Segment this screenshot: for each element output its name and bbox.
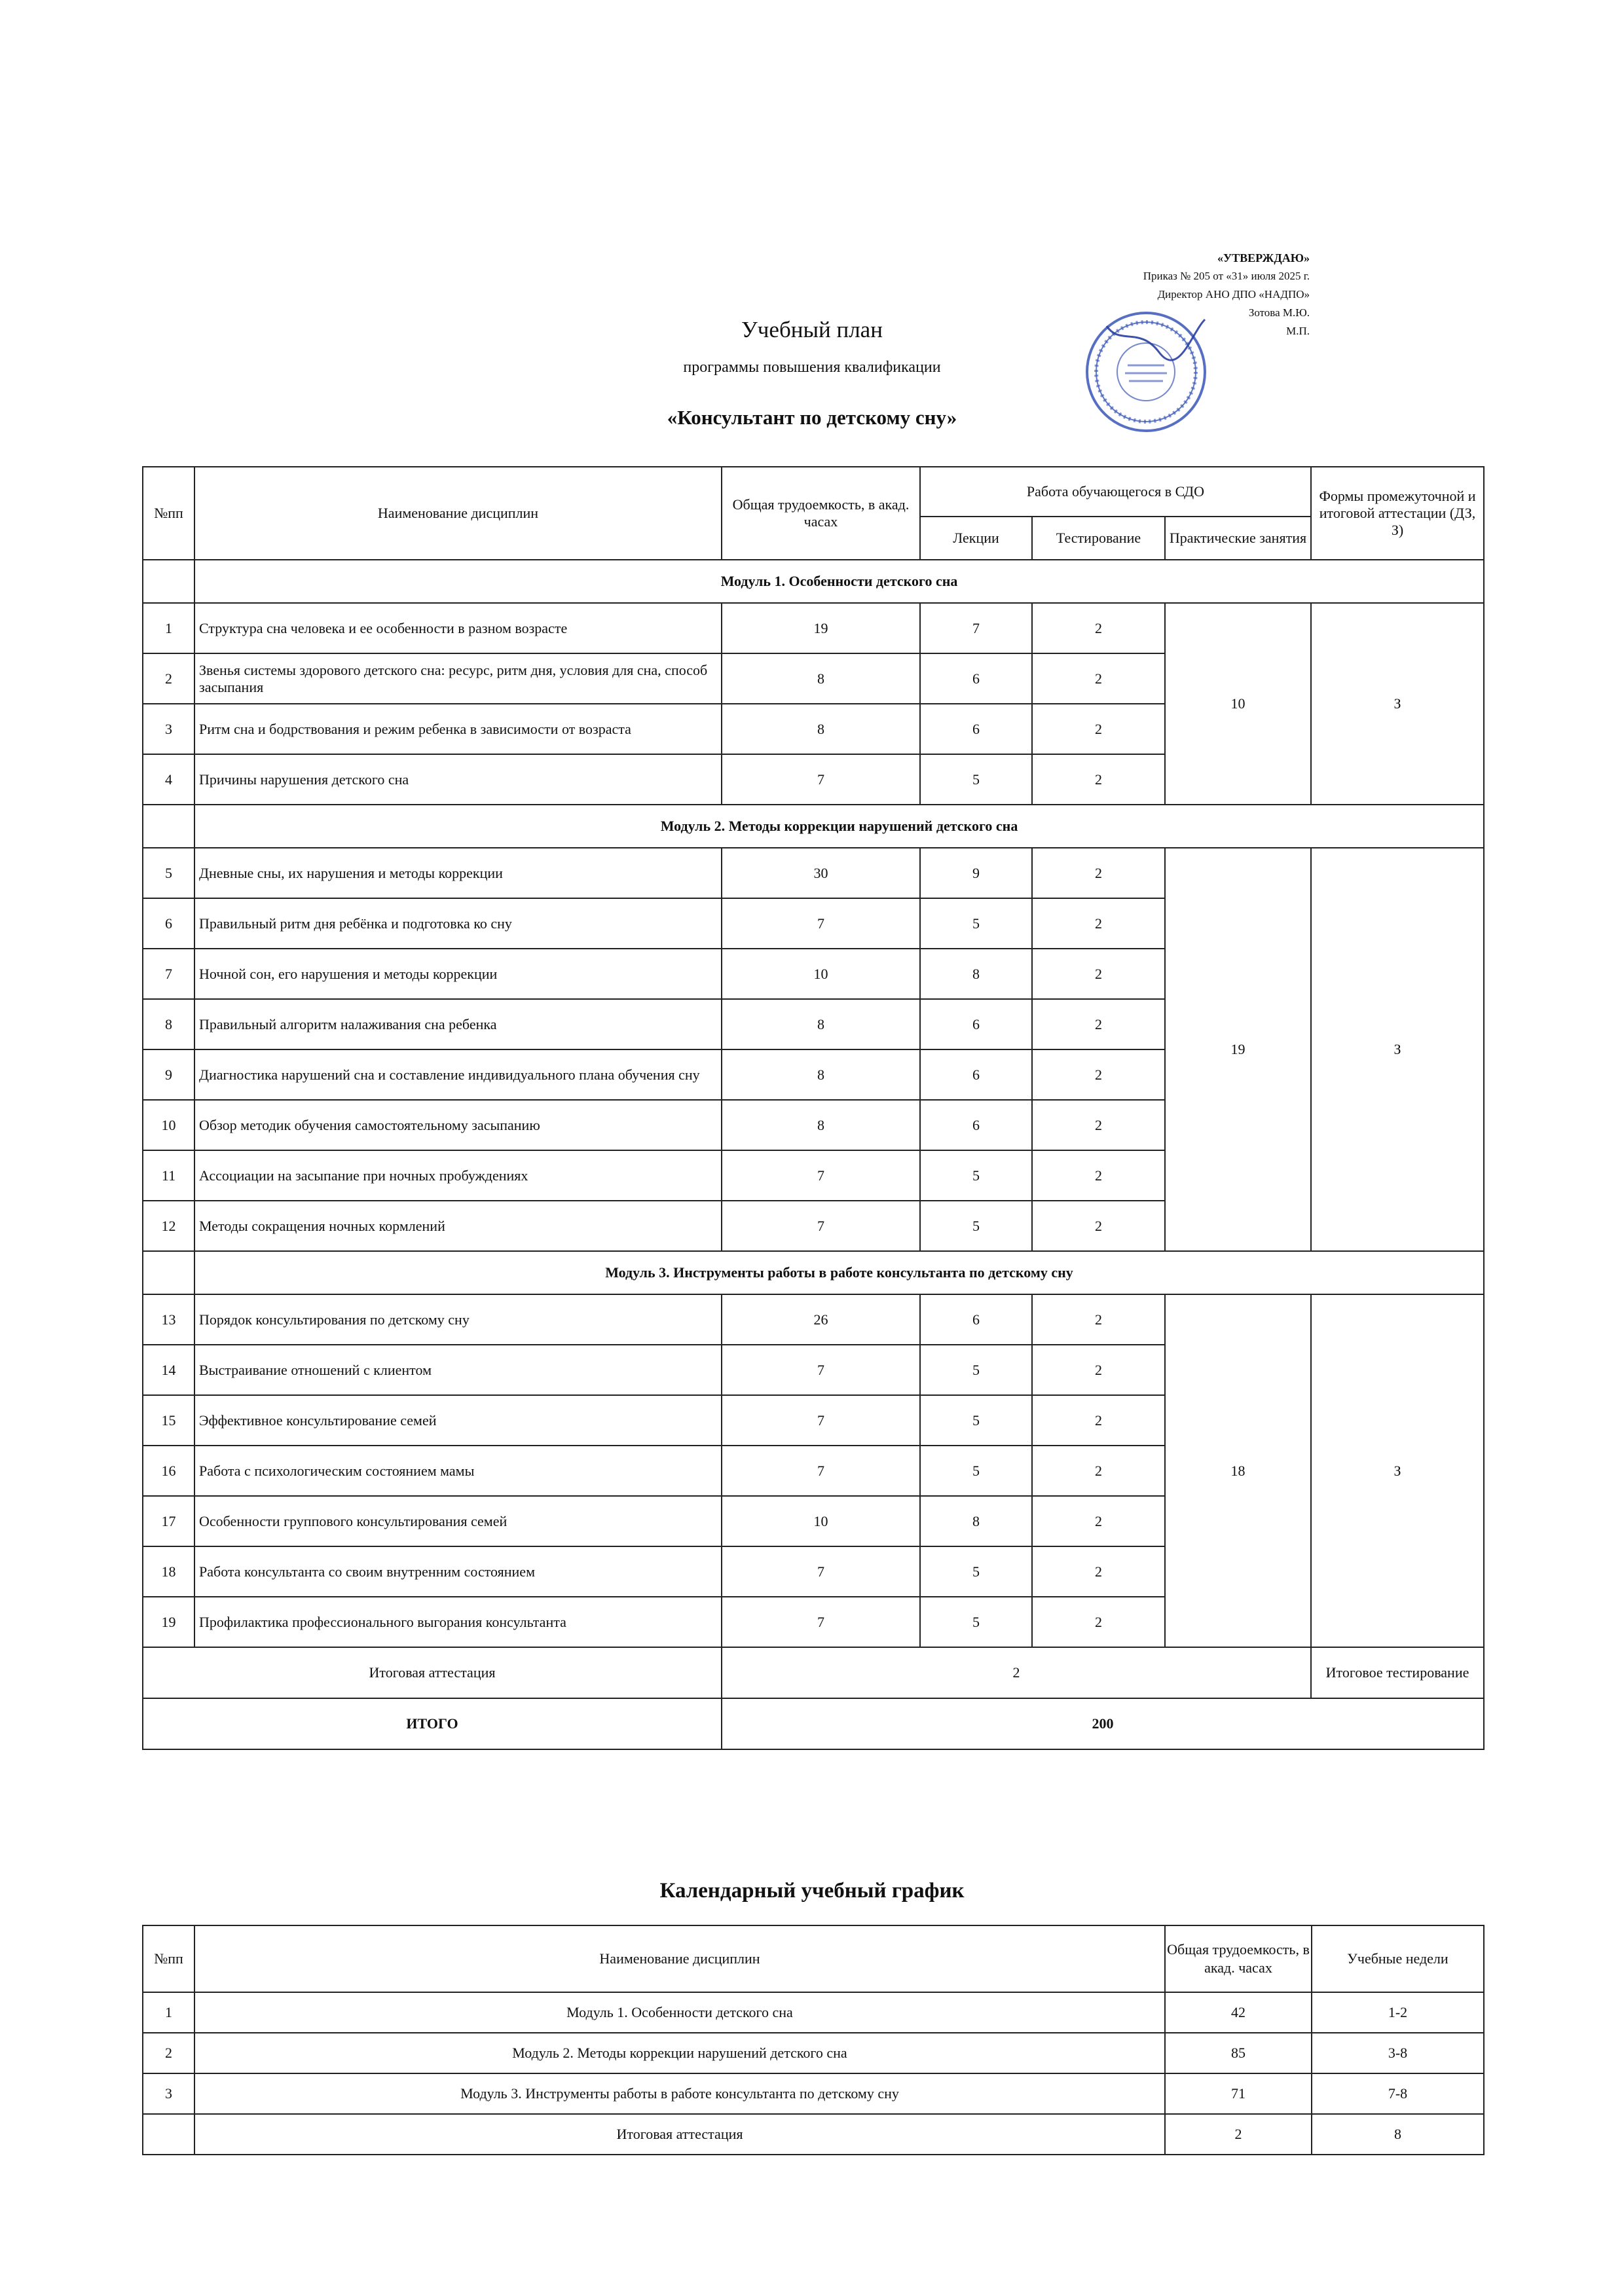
discipline-testing: 2 bbox=[1032, 1201, 1165, 1251]
discipline-name: Выстраивание отношений с клиентом bbox=[194, 1345, 722, 1395]
approval-position: Директор АНО ДПО «НАДПО» bbox=[1157, 288, 1310, 301]
discipline-num: 7 bbox=[143, 949, 194, 999]
discipline-name: Особенности группового консультирования семей bbox=[194, 1496, 722, 1546]
discipline-testing: 2 bbox=[1032, 653, 1165, 704]
module-row bbox=[143, 560, 1484, 603]
discipline-num: 16 bbox=[143, 1446, 194, 1496]
discipline-testing: 2 bbox=[1032, 949, 1165, 999]
total-label: ИТОГО bbox=[143, 1698, 722, 1749]
discipline-testing: 2 bbox=[1032, 754, 1165, 805]
discipline-testing: 2 bbox=[1032, 1100, 1165, 1150]
discipline-hours: 7 bbox=[722, 1597, 920, 1647]
discipline-num: 6 bbox=[143, 898, 194, 949]
calendar-table bbox=[142, 1925, 1485, 2155]
discipline-lectures: 5 bbox=[920, 1345, 1032, 1395]
discipline-name: Причины нарушения детского сна bbox=[194, 754, 722, 805]
discipline-name: Диагностика нарушений сна и составление индивидуального плана обучения сну bbox=[194, 1049, 722, 1100]
program-title: «Консультант по детскому сну» bbox=[667, 406, 957, 429]
module-practice: 18 bbox=[1165, 1294, 1311, 1647]
discipline-name: Порядок консультирования по детскому сну bbox=[194, 1294, 722, 1345]
calendar-name: Модуль 1. Особенности детского сна bbox=[194, 1992, 1165, 2033]
calendar-weeks: 7-8 bbox=[1312, 2073, 1484, 2114]
discipline-num: 12 bbox=[143, 1201, 194, 1251]
discipline-num: 5 bbox=[143, 848, 194, 898]
discipline-name: Правильный алгоритм налаживания сна ребенка bbox=[194, 999, 722, 1049]
discipline-testing: 2 bbox=[1032, 1597, 1165, 1647]
discipline-hours: 10 bbox=[722, 1496, 920, 1546]
calendar-num: 3 bbox=[143, 2073, 194, 2114]
calendar-name: Итоговая аттестация bbox=[194, 2114, 1165, 2155]
discipline-testing: 2 bbox=[1032, 1395, 1165, 1446]
discipline-name: Работа с психологическим состоянием мамы bbox=[194, 1446, 722, 1496]
module-num-cell bbox=[143, 560, 194, 603]
discipline-testing: 2 bbox=[1032, 704, 1165, 754]
discipline-lectures: 5 bbox=[920, 898, 1032, 949]
discipline-lectures: 6 bbox=[920, 1049, 1032, 1100]
total-row bbox=[143, 1698, 1484, 1749]
calendar-row bbox=[143, 1992, 1484, 2033]
final-hours: 2 bbox=[722, 1647, 1311, 1698]
module-row bbox=[143, 1251, 1484, 1294]
discipline-num: 13 bbox=[143, 1294, 194, 1345]
discipline-lectures: 6 bbox=[920, 999, 1032, 1049]
discipline-hours: 19 bbox=[722, 603, 920, 653]
discipline-num: 14 bbox=[143, 1345, 194, 1395]
calendar-weeks: 3-8 bbox=[1312, 2033, 1484, 2073]
discipline-testing: 2 bbox=[1032, 1294, 1165, 1345]
cal-header-weeks: Учебные недели bbox=[1312, 1925, 1484, 1992]
module-title: Модуль 1. Особенности детского сна bbox=[194, 560, 1484, 603]
approval-name: Зотова М.Ю. bbox=[1248, 306, 1310, 319]
discipline-lectures: 6 bbox=[920, 1100, 1032, 1150]
header-forms: Формы промежуточной и итоговой аттестации (ДЗ, З) bbox=[1311, 467, 1484, 560]
discipline-hours: 7 bbox=[722, 1446, 920, 1496]
discipline-testing: 2 bbox=[1032, 1345, 1165, 1395]
discipline-hours: 30 bbox=[722, 848, 920, 898]
discipline-hours: 8 bbox=[722, 704, 920, 754]
discipline-num: 11 bbox=[143, 1150, 194, 1201]
discipline-num: 2 bbox=[143, 653, 194, 704]
discipline-num: 3 bbox=[143, 704, 194, 754]
calendar-name: Модуль 2. Методы коррекции нарушений детского сна bbox=[194, 2033, 1165, 2073]
module-num-cell bbox=[143, 1251, 194, 1294]
calendar-num bbox=[143, 2114, 194, 2155]
discipline-name: Ночной сон, его нарушения и методы коррекции bbox=[194, 949, 722, 999]
header-lectures: Лекции bbox=[920, 517, 1032, 560]
discipline-name: Дневные сны, их нарушения и методы коррекции bbox=[194, 848, 722, 898]
discipline-lectures: 5 bbox=[920, 1201, 1032, 1251]
discipline-name: Правильный ритм дня ребёнка и подготовка ко сну bbox=[194, 898, 722, 949]
calendar-weeks: 8 bbox=[1312, 2114, 1484, 2155]
module-practice: 19 bbox=[1165, 848, 1311, 1251]
calendar-weeks: 1-2 bbox=[1312, 1992, 1484, 2033]
discipline-lectures: 5 bbox=[920, 1446, 1032, 1496]
cal-header-name: Наименование дисциплин bbox=[194, 1925, 1165, 1992]
calendar-row bbox=[143, 2033, 1484, 2073]
module-num-cell bbox=[143, 805, 194, 848]
calendar-hours: 2 bbox=[1165, 2114, 1312, 2155]
cal-header-num: №пп bbox=[143, 1925, 194, 1992]
discipline-hours: 8 bbox=[722, 999, 920, 1049]
calendar-title: Календарный учебный график bbox=[659, 1879, 965, 1903]
discipline-hours: 7 bbox=[722, 1395, 920, 1446]
discipline-row bbox=[143, 1294, 1484, 1345]
calendar-row bbox=[143, 2114, 1484, 2155]
discipline-testing: 2 bbox=[1032, 1496, 1165, 1546]
discipline-num: 17 bbox=[143, 1496, 194, 1546]
discipline-lectures: 6 bbox=[920, 1294, 1032, 1345]
discipline-testing: 2 bbox=[1032, 1049, 1165, 1100]
discipline-lectures: 5 bbox=[920, 1150, 1032, 1201]
plan-subtitle: программы повышения квалификации bbox=[683, 359, 941, 376]
header-testing: Тестирование bbox=[1032, 517, 1165, 560]
module-title: Модуль 3. Инструменты работы в работе консультанта по детскому сну bbox=[194, 1251, 1484, 1294]
calendar-table-body bbox=[143, 1925, 1484, 2155]
discipline-lectures: 7 bbox=[920, 603, 1032, 653]
discipline-name: Ассоциации на засыпание при ночных пробуждениях bbox=[194, 1150, 722, 1201]
module-row bbox=[143, 805, 1484, 848]
header-name: Наименование дисциплин bbox=[194, 467, 722, 560]
discipline-hours: 8 bbox=[722, 1049, 920, 1100]
module-title: Модуль 2. Методы коррекции нарушений детского сна bbox=[194, 805, 1484, 848]
discipline-lectures: 6 bbox=[920, 653, 1032, 704]
discipline-lectures: 5 bbox=[920, 1395, 1032, 1446]
discipline-num: 8 bbox=[143, 999, 194, 1049]
discipline-hours: 7 bbox=[722, 754, 920, 805]
final-attestation-row bbox=[143, 1647, 1484, 1698]
header-practice: Практические занятия bbox=[1165, 517, 1311, 560]
discipline-testing: 2 bbox=[1032, 1446, 1165, 1496]
approval-order: Приказ № 205 от «31» июля 2025 г. bbox=[1143, 270, 1310, 282]
discipline-num: 15 bbox=[143, 1395, 194, 1446]
discipline-hours: 7 bbox=[722, 1345, 920, 1395]
discipline-name: Обзор методик обучения самостоятельному засыпанию bbox=[194, 1100, 722, 1150]
curriculum-table-body bbox=[143, 467, 1484, 1749]
discipline-testing: 2 bbox=[1032, 1150, 1165, 1201]
calendar-header-row bbox=[143, 1925, 1484, 1992]
discipline-testing: 2 bbox=[1032, 898, 1165, 949]
discipline-lectures: 9 bbox=[920, 848, 1032, 898]
calendar-hours: 71 bbox=[1165, 2073, 1312, 2114]
discipline-row bbox=[143, 603, 1484, 653]
discipline-lectures: 8 bbox=[920, 1496, 1032, 1546]
discipline-row bbox=[143, 848, 1484, 898]
discipline-name: Эффективное консультирование семей bbox=[194, 1395, 722, 1446]
discipline-hours: 7 bbox=[722, 1546, 920, 1597]
calendar-row bbox=[143, 2073, 1484, 2114]
calendar-name: Модуль 3. Инструменты работы в работе консультанта по детскому сну bbox=[194, 2073, 1165, 2114]
plan-title: Учебный план bbox=[741, 317, 883, 342]
discipline-lectures: 6 bbox=[920, 704, 1032, 754]
cal-header-hours: Общая трудоемкость, в акад. часах bbox=[1165, 1925, 1312, 1992]
discipline-num: 4 bbox=[143, 754, 194, 805]
discipline-testing: 2 bbox=[1032, 603, 1165, 653]
discipline-name: Профилактика профессионального выгорания консультанта bbox=[194, 1597, 722, 1647]
discipline-name: Структура сна человека и ее особенности в разном возрасте bbox=[194, 603, 722, 653]
module-form: З bbox=[1311, 848, 1484, 1251]
discipline-name: Звенья системы здорового детского сна: ресурс, ритм дня, условия для сна, способ засыпания bbox=[194, 653, 722, 704]
header-num: №пп bbox=[143, 467, 194, 560]
discipline-lectures: 5 bbox=[920, 754, 1032, 805]
module-form: З bbox=[1311, 603, 1484, 805]
final-label: Итоговая аттестация bbox=[143, 1647, 722, 1698]
approval-seal-place: М.П. bbox=[1286, 325, 1310, 337]
calendar-hours: 85 bbox=[1165, 2033, 1312, 2073]
final-form: Итоговое тестирование bbox=[1311, 1647, 1484, 1698]
header-work: Работа обучающегося в СДО bbox=[920, 467, 1311, 517]
discipline-num: 18 bbox=[143, 1546, 194, 1597]
discipline-testing: 2 bbox=[1032, 848, 1165, 898]
discipline-num: 10 bbox=[143, 1100, 194, 1150]
approval-header: «УТВЕРЖДАЮ» bbox=[1217, 251, 1310, 264]
discipline-testing: 2 bbox=[1032, 999, 1165, 1049]
table-header-row bbox=[143, 467, 1484, 517]
discipline-name: Методы сокращения ночных кормлений bbox=[194, 1201, 722, 1251]
discipline-hours: 7 bbox=[722, 898, 920, 949]
discipline-num: 19 bbox=[143, 1597, 194, 1647]
discipline-hours: 10 bbox=[722, 949, 920, 999]
discipline-testing: 2 bbox=[1032, 1546, 1165, 1597]
discipline-hours: 8 bbox=[722, 653, 920, 704]
module-practice: 10 bbox=[1165, 603, 1311, 805]
curriculum-table bbox=[142, 466, 1485, 1750]
discipline-hours: 7 bbox=[722, 1150, 920, 1201]
calendar-num: 2 bbox=[143, 2033, 194, 2073]
discipline-num: 1 bbox=[143, 603, 194, 653]
header-hours: Общая трудоемкость, в акад. часах bbox=[722, 467, 920, 560]
discipline-lectures: 5 bbox=[920, 1546, 1032, 1597]
discipline-name: Ритм сна и бодрствования и режим ребенка в зависимости от возраста bbox=[194, 704, 722, 754]
discipline-hours: 7 bbox=[722, 1201, 920, 1251]
discipline-hours: 8 bbox=[722, 1100, 920, 1150]
calendar-hours: 42 bbox=[1165, 1992, 1312, 2033]
module-form: З bbox=[1311, 1294, 1484, 1647]
calendar-num: 1 bbox=[143, 1992, 194, 2033]
total-hours: 200 bbox=[722, 1698, 1484, 1749]
discipline-num: 9 bbox=[143, 1049, 194, 1100]
discipline-lectures: 8 bbox=[920, 949, 1032, 999]
discipline-hours: 26 bbox=[722, 1294, 920, 1345]
discipline-name: Работа консультанта со своим внутренним состоянием bbox=[194, 1546, 722, 1597]
discipline-lectures: 5 bbox=[920, 1597, 1032, 1647]
